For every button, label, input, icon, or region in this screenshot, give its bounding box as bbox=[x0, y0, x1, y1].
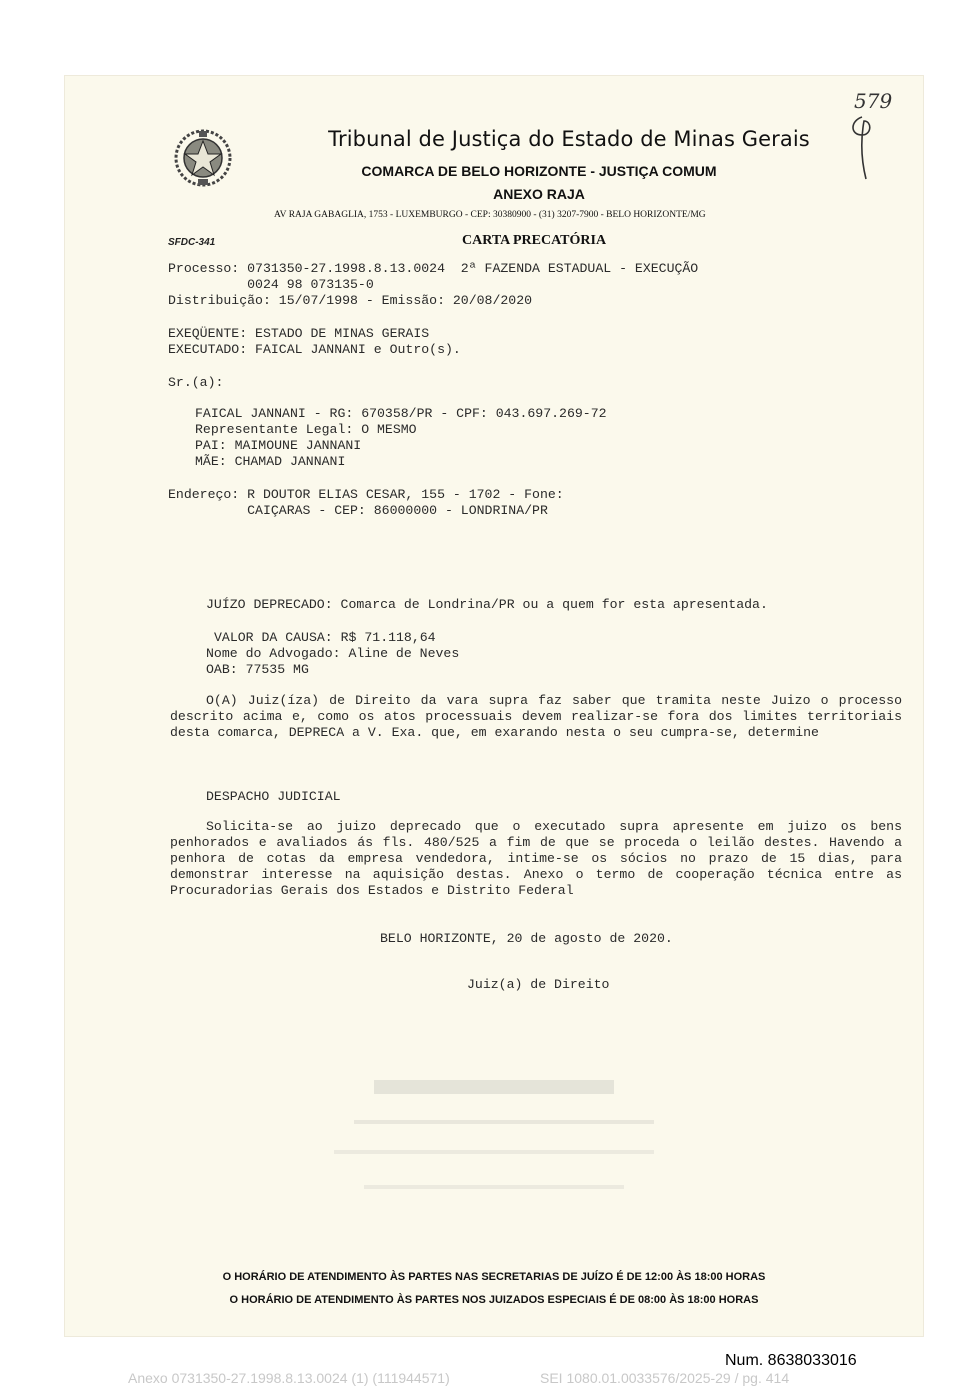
despacho-title: DESPACHO JUDICIAL bbox=[206, 789, 341, 804]
faded-stamp-icon bbox=[294, 1070, 694, 1210]
address-line-1: Endereço: R DOUTOR ELIAS CESAR, 155 - 1702 - Fone: bbox=[168, 487, 564, 502]
handwritten-initial-icon bbox=[844, 113, 884, 183]
handwritten-page-number: 579 bbox=[854, 89, 893, 113]
signature-label: Juiz(a) de Direito bbox=[467, 977, 610, 992]
distribution-line: Distribuição: 15/07/1998 - Emissão: 20/08/2020 bbox=[168, 293, 533, 308]
advogado-name: Nome do Advogado: Aline de Neves bbox=[206, 646, 460, 661]
recipient-line-2: Representante Legal: O MESMO bbox=[195, 422, 417, 437]
paragraph-deprecation: O(A) Juiz(íza) de Direito da vara supra faz saber que tramita neste Juizo o processo descrito acima e, como os atos processuais devem realizar-se fora dos limites territoriais desta comarca, DEPRECA a V. Exa. que, em exarando nesta o seu cumpra-se, determine bbox=[170, 693, 902, 740]
exequente: EXEQÜENTE: ESTADO DE MINAS GERAIS bbox=[168, 326, 430, 341]
recipient-line-4: MÃE: CHAMAD JANNANI bbox=[195, 454, 346, 469]
annex-reference: Anexo 0731350-27.1998.8.13.0024 (1) (111944571) bbox=[128, 1370, 450, 1386]
comarca-title: COMARCA DE BELO HORIZONTE - JUSTIÇA COMUM bbox=[361, 163, 717, 179]
document-number: Num. 8638033016 bbox=[725, 1352, 857, 1369]
anexo-title: ANEXO RAJA bbox=[493, 186, 585, 202]
document-title: CARTA PRECATÓRIA bbox=[462, 233, 607, 248]
salutation: Sr.(a): bbox=[168, 375, 224, 390]
process-line-2: 0024 98 073135-0 bbox=[168, 277, 374, 292]
footer-line-1: O HORÁRIO DE ATENDIMENTO ÀS PARTES NAS SECRETARIAS DE JUÍZO É DE 12:00 ÀS 18:00 HORAS bbox=[222, 1271, 766, 1283]
oab-number: OAB: 77535 MG bbox=[206, 662, 309, 677]
valor-da-causa: VALOR DA CAUSA: R$ 71.118,64 bbox=[214, 630, 436, 645]
recipient-line-1: FAICAL JANNANI - RG: 670358/PR - CPF: 043.697.269-72 bbox=[195, 406, 607, 421]
date-line: BELO HORIZONTE, 20 de agosto de 2020. bbox=[380, 931, 673, 946]
paragraph-despacho: Solicita-se ao juizo deprecado que o executado supra apresente em juizo os bens penhorados e avaliados ás fls. 480/525 a fim de que se proceda o leilão destes. Havendo a penhora de cotas da empresa vendedora, intime-se os sócios no prazo de 15 dias, para demonstrar interesse na aquisição destas. Anexo o termo de cooperação técnica entre as Procuradorias Gerais dos Estados e Distrito Federal bbox=[170, 819, 902, 898]
executado: EXECUTADO: FAICAL JANNANI e Outro(s). bbox=[168, 342, 461, 357]
footer-line-2: O HORÁRIO DE ATENDIMENTO ÀS PARTES NOS JUIZADOS ESPECIAIS É DE 08:00 ÀS 18:00 HORAS bbox=[229, 1294, 759, 1306]
juizo-deprecado: JUÍZO DEPRECADO: Comarca de Londrina/PR ou a quem for esta apresentada. bbox=[206, 597, 768, 612]
address-line-2: CAIÇARAS - CEP: 86000000 - LONDRINA/PR bbox=[168, 503, 548, 518]
court-address: AV RAJA GABAGLIA, 1753 - LUXEMBURGO - CEP: 30380900 - (31) 3207-7900 - BELO HORIZONTE/MG bbox=[274, 210, 706, 220]
tribunal-title: Tribunal de Justiça do Estado de Minas Gerais bbox=[328, 127, 810, 151]
form-code: SFDC-341 bbox=[168, 237, 216, 248]
process-line-1: Processo: 0731350-27.1998.8.13.0024 2ª FAZENDA ESTADUAL - EXECUÇÃO bbox=[168, 261, 699, 276]
sei-reference: SEI 1080.01.0033576/2025-29 / pg. 414 bbox=[540, 1370, 790, 1386]
recipient-line-3: PAI: MAIMOUNE JANNANI bbox=[195, 438, 362, 453]
document-page bbox=[64, 75, 924, 1337]
